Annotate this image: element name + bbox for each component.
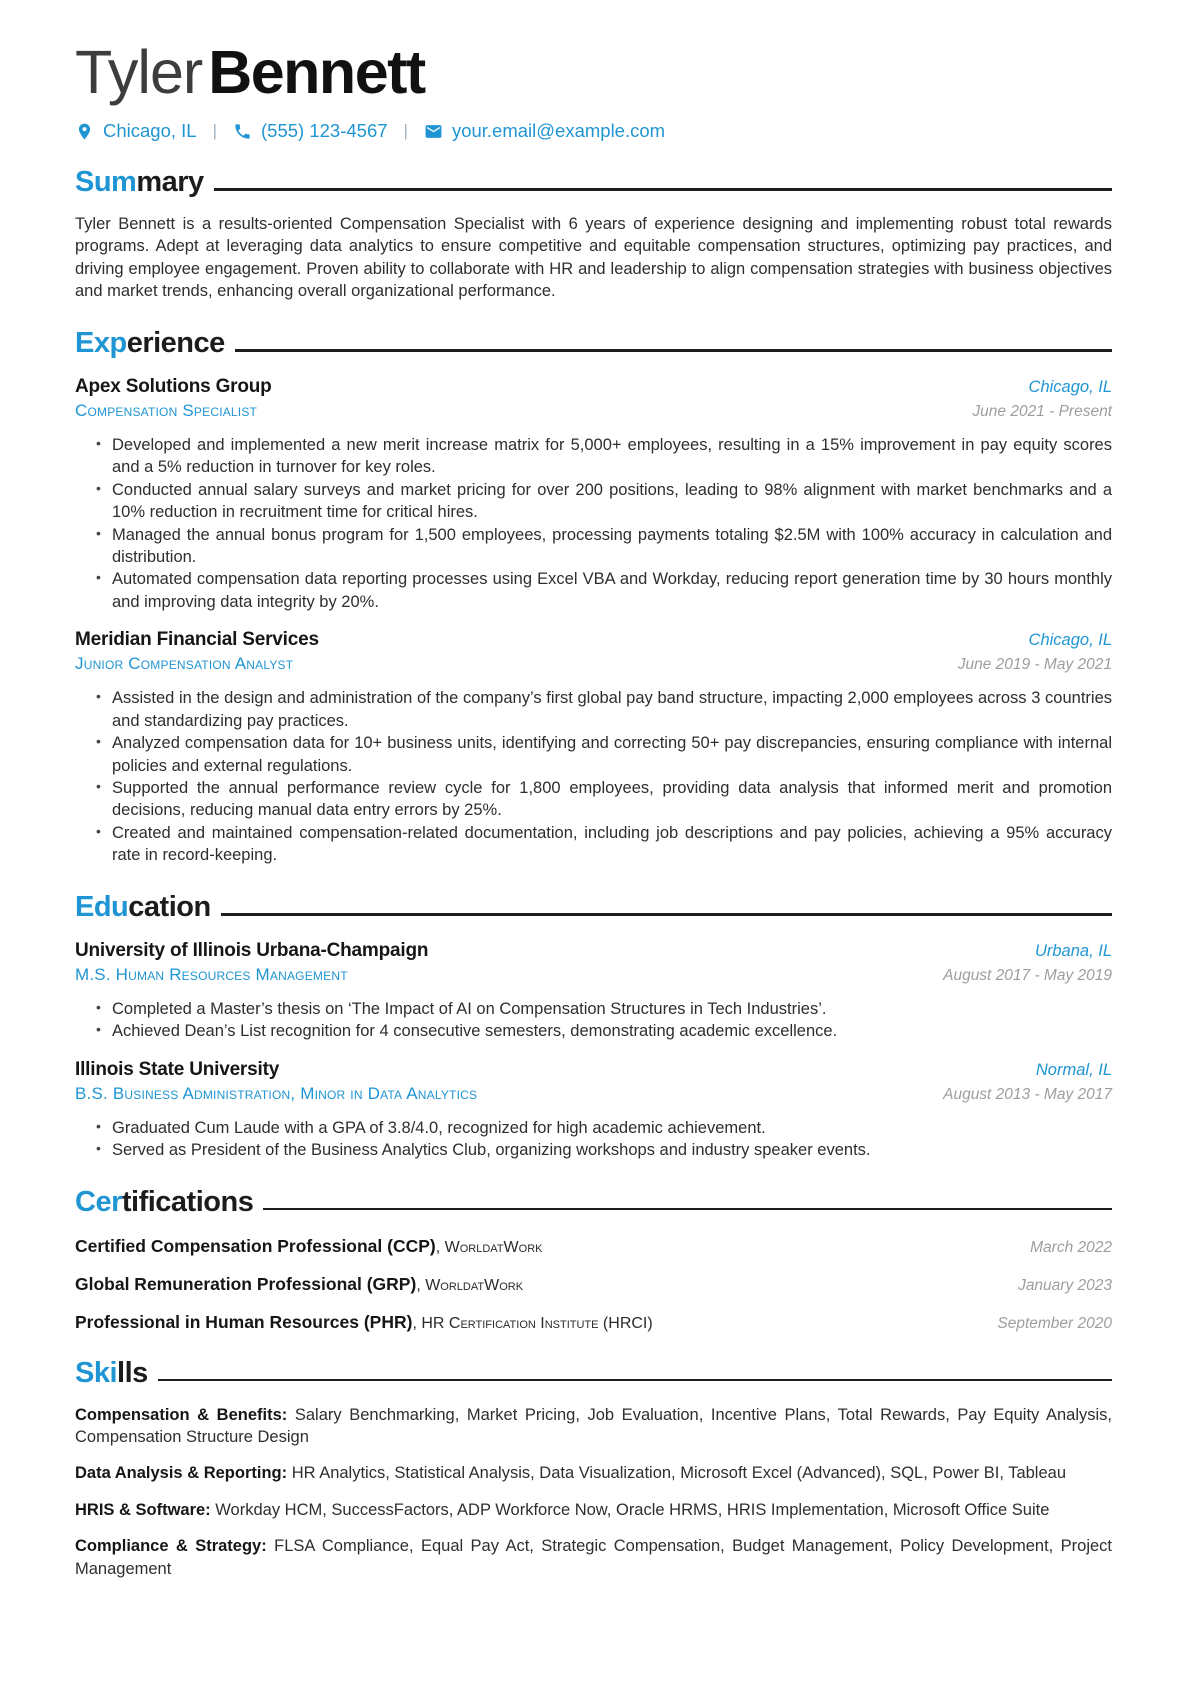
job-bullets xyxy=(75,434,1112,614)
certification-entry xyxy=(75,1312,1112,1333)
summary-text: Tyler Bennett is a results-oriented Compensation Specialist with 6 years of experience designing and implementing robust total rewards programs. Adept at leveraging data analytics to ensure competitive and equitable compensation structures, optimizing pay practices, and driving employee engagement. Proven ability to collaborate with HR and leadership to align compensation strategies with business objectives and market trends, enhancing overall organizational performance. xyxy=(75,215,1112,301)
bullet-item: • Graduated Cum Laude with a GPA of 3.8/4.0, recognized for high academic achievement. xyxy=(112,1117,1112,1139)
section-experience xyxy=(75,327,1112,867)
certification-name: Global Remuneration Professional (GRP) xyxy=(75,1273,417,1294)
certification-issuer: WorldatWork xyxy=(444,1238,543,1256)
education-bullets xyxy=(75,998,1112,1043)
title-rest: erience xyxy=(126,326,225,359)
resume-header xyxy=(75,40,1112,142)
school-location: Urbana, IL xyxy=(1034,941,1112,960)
section-education xyxy=(75,891,1112,1162)
school-name: Illinois State University xyxy=(75,1058,280,1080)
phone-text: (555) 123-4567 xyxy=(261,120,388,142)
location-pin-icon xyxy=(75,122,94,141)
certification-date: March 2022 xyxy=(1030,1238,1112,1256)
education-dates: August 2017 - May 2019 xyxy=(943,966,1112,984)
certification-issuer: HR Certification Institute (HRCI) xyxy=(421,1314,653,1332)
degree: M.S. Human Resources Management xyxy=(75,964,348,984)
contact-row xyxy=(75,120,1112,142)
title-rest: mary xyxy=(136,166,204,199)
degree: B.S. Business Administration, Minor in Data Analytics xyxy=(75,1083,478,1103)
skill-group xyxy=(75,1462,1112,1484)
bullet-item: • Automated compensation data reporting processes using Excel VBA and Workday, reducing report generation time by 30 hours monthly and improving data integrity by 20%. xyxy=(112,568,1112,613)
school-location: Normal, IL xyxy=(1035,1060,1112,1079)
contact-email xyxy=(424,120,665,142)
title-accent: Ski xyxy=(75,1356,118,1389)
location-text: Chicago, IL xyxy=(103,120,197,142)
section-summary xyxy=(75,166,1112,303)
skill-group-items: Salary Benchmarking, Market Pricing, Job Evaluation, Incentive Plans, Total Rewards, Pay Equity Analysis, Compensation Structure Design xyxy=(75,1405,1112,1446)
skill-group xyxy=(75,1404,1112,1449)
bullet-item: • Conducted annual salary surveys and market pricing for over 200 positions, leading to 98% alignment with market benchmarks and a 10% reduction in recruitment time for critical hires. xyxy=(112,479,1112,524)
school-name: University of Illinois Urbana-Champaign xyxy=(75,939,429,961)
section-rule xyxy=(235,349,1112,352)
bullet-item: • Completed a Master’s thesis on ‘The Impact of AI on Compensation Structures in Tech Industries’. xyxy=(112,998,1112,1020)
job-dates: June 2021 - Present xyxy=(972,402,1112,420)
certification-separator: , xyxy=(416,1276,426,1294)
last-name: Bennett xyxy=(208,38,425,106)
job-entry xyxy=(75,629,1112,867)
job-entry xyxy=(75,376,1112,614)
title-rest: tifications xyxy=(121,1185,254,1218)
phone-icon xyxy=(233,122,252,141)
certification-date: September 2020 xyxy=(997,1314,1112,1332)
title-accent: Exp xyxy=(75,326,127,359)
education-entry xyxy=(75,940,1112,1043)
certification-separator: , xyxy=(412,1314,422,1332)
education-bullets xyxy=(75,1117,1112,1162)
job-dates: June 2019 - May 2021 xyxy=(957,656,1112,674)
section-certifications xyxy=(75,1186,1112,1333)
title-accent: Edu xyxy=(75,890,129,923)
contact-separator: | xyxy=(403,121,408,141)
section-title-certifications xyxy=(75,1186,1112,1219)
skill-group-items: HR Analytics, Statistical Analysis, Data Visualization, Microsoft Excel (Advanced), SQL, Power BI, Tableau xyxy=(291,1464,1067,1483)
bullet-item: • Assisted in the design and administration of the company’s first global pay band structure, impacting 2,000 employees across 3 countries and standardizing pay practices. xyxy=(112,687,1112,732)
skill-group-items: FLSA Compliance, Equal Pay Act, Strategic Compensation, Budget Management, Policy Development, Project Management xyxy=(75,1537,1113,1578)
certification-separator: , xyxy=(435,1238,445,1256)
title-rest: cation xyxy=(128,890,211,923)
contact-separator: | xyxy=(212,121,218,141)
email-text: your.email@example.com xyxy=(451,120,666,142)
title-rest: lls xyxy=(117,1356,148,1389)
certification-name: Certified Compensation Professional (CCP) xyxy=(75,1235,436,1256)
title-accent: Sum xyxy=(75,166,137,199)
section-rule xyxy=(221,913,1112,916)
job-location: Chicago, IL xyxy=(1028,631,1112,650)
section-title-education xyxy=(75,891,1112,924)
bullet-item: • Supported the annual performance review cycle for 1,800 employees, providing data analysis that informed merit and promotion decisions, reducing manual data entry errors by 25%. xyxy=(112,777,1112,822)
skill-group-label: Data Analysis & Reporting: xyxy=(75,1464,288,1483)
section-skills xyxy=(75,1357,1112,1581)
certification-left xyxy=(75,1274,523,1295)
skill-group xyxy=(75,1499,1112,1521)
bullet-item: • Served as President of the Business Analytics Club, organizing workshops and industry speaker events. xyxy=(112,1139,1112,1161)
certification-date: January 2023 xyxy=(1018,1276,1112,1294)
section-rule xyxy=(263,1208,1112,1211)
company-name: Apex Solutions Group xyxy=(75,375,272,397)
bullet-item: • Developed and implemented a new merit increase matrix for 5,000+ employees, resulting in a 15% improvement in pay equity scores and a 5% reduction in turnover for key roles. xyxy=(112,434,1112,479)
skill-group xyxy=(75,1535,1112,1580)
certification-left xyxy=(75,1312,653,1333)
skill-group-label: Compliance & Strategy: xyxy=(75,1537,267,1556)
envelope-icon xyxy=(424,122,443,141)
certification-issuer: WorldatWork xyxy=(425,1276,524,1294)
bullet-item: • Analyzed compensation data for 10+ business units, identifying and correcting 50+ pay discrepancies, ensuring compliance with internal policies and external regulations. xyxy=(112,732,1112,777)
bullet-item: • Achieved Dean’s List recognition for 4 consecutive semesters, demonstrating academic excellence. xyxy=(112,1020,1112,1042)
job-title: Compensation Specialist xyxy=(75,400,258,420)
skill-group-label: HRIS & Software: xyxy=(75,1500,211,1519)
education-dates: August 2013 - May 2017 xyxy=(943,1085,1112,1103)
job-location: Chicago, IL xyxy=(1028,377,1112,396)
certification-name: Professional in Human Resources (PHR) xyxy=(75,1311,413,1332)
title-accent: Cer xyxy=(75,1185,122,1218)
bullet-item: • Managed the annual bonus program for 1,500 employees, processing payments totaling $2.5M with 100% accuracy in calculation and distribution. xyxy=(112,524,1112,569)
contact-location xyxy=(75,120,197,142)
skill-group-label: Compensation & Benefits: xyxy=(75,1405,288,1424)
section-rule xyxy=(214,188,1112,191)
certification-left xyxy=(75,1236,542,1257)
candidate-name xyxy=(75,40,1112,104)
section-title-skills xyxy=(75,1357,1112,1390)
bullet-item: • Created and maintained compensation-related documentation, including job descriptions and pay policies, achieving a 95% accuracy rate in record-keeping. xyxy=(112,822,1112,867)
job-title: Junior Compensation Analyst xyxy=(75,654,294,674)
section-title-experience xyxy=(75,327,1112,360)
section-title-summary xyxy=(75,166,1112,199)
job-bullets xyxy=(75,687,1112,867)
education-entry xyxy=(75,1059,1112,1162)
first-name: Tyler xyxy=(75,38,203,106)
company-name: Meridian Financial Services xyxy=(75,629,319,651)
certification-entry xyxy=(75,1236,1112,1257)
section-rule xyxy=(158,1379,1112,1382)
contact-phone xyxy=(233,120,388,142)
certification-entry xyxy=(75,1274,1112,1295)
skill-group-items: Workday HCM, SuccessFactors, ADP Workforce Now, Oracle HRMS, HRIS Implementation, Microsoft Office Suite xyxy=(215,1500,1050,1519)
